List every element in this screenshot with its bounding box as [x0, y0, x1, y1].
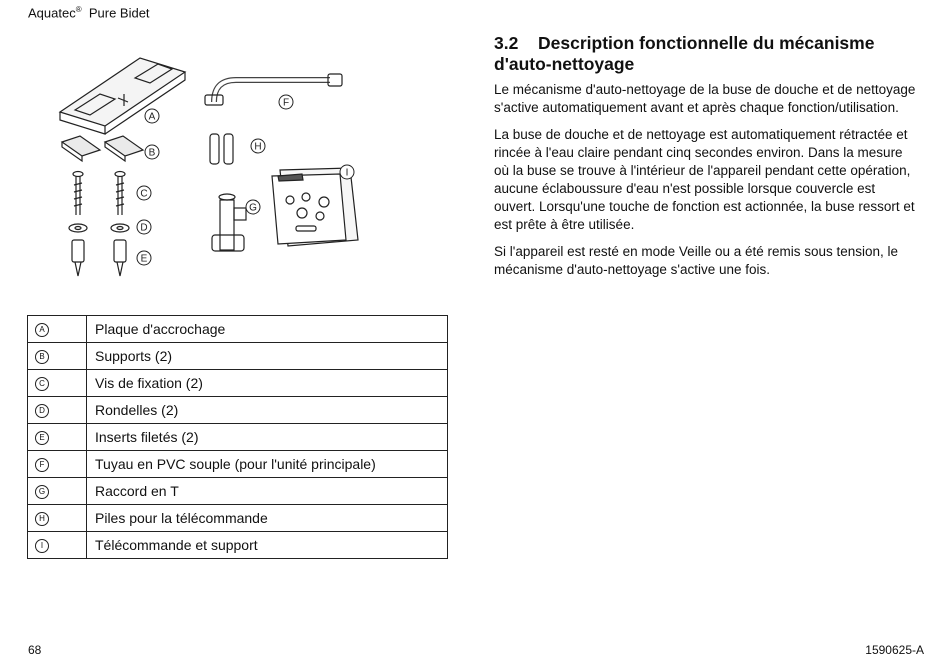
hose-drawing — [205, 74, 342, 105]
part-label: Raccord en T — [87, 478, 448, 505]
part-letter: C — [35, 377, 49, 391]
part-label: Plaque d'accrochage — [87, 316, 448, 343]
page-header — [28, 5, 150, 20]
table-row — [28, 451, 448, 478]
supports-drawing — [62, 136, 143, 161]
section-number: 3.2 — [494, 33, 519, 53]
paragraph: Le mécanisme d'auto-nettoyage de la buse de douche et de nettoyage s'active automatiquement avant et après chaque fonction/utilisation. — [494, 82, 916, 115]
callout-e — [137, 251, 151, 265]
t-connector-drawing — [212, 194, 246, 251]
parts-illustration — [40, 50, 420, 300]
part-letter: G — [35, 485, 49, 499]
svg-text:F: F — [282, 97, 290, 109]
part-letter: I — [35, 539, 49, 553]
svg-text:C: C — [140, 188, 148, 200]
batteries-drawing — [210, 134, 233, 164]
part-label: Piles pour la télécommande — [87, 505, 448, 532]
table-row — [28, 343, 448, 370]
part-label: Vis de fixation (2) — [87, 370, 448, 397]
svg-text:H: H — [254, 141, 262, 153]
part-letter: B — [35, 350, 49, 364]
product-name: Pure Bidet — [88, 5, 150, 21]
part-letter: E — [35, 431, 49, 445]
part-label: Rondelles (2) — [87, 397, 448, 424]
callout-i — [340, 165, 354, 179]
brand-name: Aquatec — [28, 5, 76, 21]
mounting-plate-drawing — [60, 58, 185, 134]
table-row — [28, 505, 448, 532]
table-row — [28, 478, 448, 505]
svg-text:B: B — [148, 147, 156, 159]
page-number: 68 — [28, 643, 42, 657]
washers-drawing — [69, 224, 129, 232]
table-row — [28, 316, 448, 343]
screws-drawing — [73, 172, 125, 216]
svg-text:I: I — [345, 167, 349, 179]
document-id: 1590625-A — [865, 643, 924, 657]
part-letter: A — [35, 323, 49, 337]
table-row — [28, 397, 448, 424]
callout-f — [279, 95, 293, 109]
part-label: Tuyau en PVC souple (pour l'unité principale) — [87, 451, 448, 478]
paragraph: La buse de douche et de nettoyage est automatiquement rétractée et rincée à l'eau claire pendant cinq secondes environ. Dans la mesure où la buse se trouve à l'intérieur de l'appareil pendant cette opération, aucune éclaboussure d'eau n'est possible lorsque couvercle est ouvert. Lorsqu'une touche de fonction est actionnée, la buse ressort et est prête à être utilisée. — [494, 127, 915, 232]
parts-table — [27, 315, 448, 559]
callout-g — [246, 200, 260, 214]
svg-text:E: E — [140, 253, 148, 265]
section-title: Description fonctionnelle du mécanisme d'auto-nettoyage — [494, 33, 875, 74]
paragraph: Si l'appareil est resté en mode Veille ou a été remis sous tension, le mécanisme d'auto-nettoyage s'active une fois. — [494, 244, 899, 277]
section-description — [494, 33, 919, 288]
callout-h — [251, 139, 265, 153]
table-row — [28, 532, 448, 559]
section-heading — [494, 33, 919, 75]
table-row — [28, 424, 448, 451]
part-label: Supports (2) — [87, 343, 448, 370]
table-row — [28, 370, 448, 397]
registered-mark: ® — [75, 5, 82, 14]
svg-text:A: A — [148, 111, 156, 123]
part-label: Inserts filetés (2) — [87, 424, 448, 451]
part-letter: D — [35, 404, 49, 418]
callout-b — [145, 145, 159, 159]
part-label: Télécommande et support — [87, 532, 448, 559]
callout-c — [137, 186, 151, 200]
part-letter: H — [35, 512, 49, 526]
svg-text:D: D — [140, 222, 148, 234]
svg-text:G: G — [249, 202, 257, 214]
callout-a — [145, 109, 159, 123]
part-letter: F — [35, 458, 49, 472]
callout-d — [137, 220, 151, 234]
inserts-drawing — [72, 240, 126, 276]
remote-drawing — [272, 168, 358, 246]
